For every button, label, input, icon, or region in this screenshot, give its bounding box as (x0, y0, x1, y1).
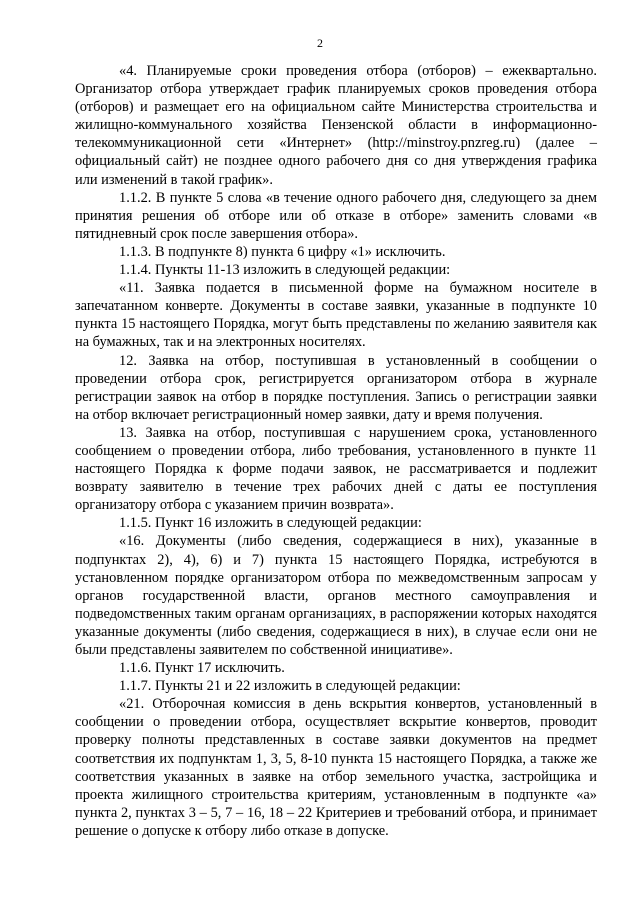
paragraph-item-11: «11. Заявка подается в письменной форме на бумажном носителе в запечатанном конверте. Документы в составе заявки, указанные в подпункте 10 пункта 15 настоящего Порядка, могут быть представлены по желанию заявителя как на бумажных, так и на электронных носителях. (75, 280, 597, 351)
paragraph-item-13: 13. Заявка на отбор, поступившая с нарушением срока, установленного сообщением о проведении отбора, либо требования, установленного в пункте 11 настоящего Порядка к форме подачи заявок, не рассматривается и подлежит возврату заявителю в течение трех рабочих дней с даты ее поступления организатору отбора с указанием причин возврата». (75, 424, 597, 514)
paragraph-1-1-4: 1.1.4. Пункты 11-13 изложить в следующей редакции: (119, 262, 451, 279)
paragraph-item-16: «16. Документы (либо сведения, содержащиеся в них), указанные в подпунктах 2), 4), 6) и 7) пункта 15 настоящего Порядка, истребуются в установленном порядке организатором отбора по межведомственным запросам у органов государственной власти, органов местного самоуправления и подведомственных таким органам организациях, в распоряжении которых находятся указанные документы (либо сведения, содержащиеся в них), в случае если они не были представлены заявителем по собственной инициативе». (75, 533, 597, 658)
page-number: 2 (317, 36, 323, 50)
paragraph-item-12: 12. Заявка на отбор, поступившая в установленный в сообщении о проведении отбора срок, регистрируется организатором отбора в журнале регистрации заявок на отбор в порядке поступления. Запись о регистрации заявки на отбор включает регистрационный номер заявки, дату и время получения. (75, 352, 597, 423)
paragraph-1-1-2: 1.1.2. В пункте 5 слова «в течение одного рабочего дня, следующего за днем принятия решения об отборе или об отказе в отборе» заменить словами «в пятидневный срок после завершения отбора». (75, 189, 597, 242)
paragraph-1-1-7: 1.1.7. Пункты 21 и 22 изложить в следующей редакции: (119, 678, 461, 695)
document-body (75, 62, 597, 840)
paragraph-1-1-3: 1.1.3. В подпункте 8) пункта 6 цифру «1» исключить. (119, 243, 446, 260)
paragraph-item-4: «4. Планируемые сроки проведения отбора (отборов) – ежеквартально. Организатор отбора утверждает график планируемых сроков проведения отбора (отборов) и размещает его на официальном сайте Министерства строительства и жилищно-коммунального хозяйства Пензенской области в информационно-телекоммуникационной сети «Интернет» (http://minstroy.pnzreg.ru) (далее – официальный сайт) не позднее одного рабочего дня со дня утверждения графика или изменений в такой график». (75, 63, 597, 188)
paragraph-1-1-5: 1.1.5. Пункт 16 изложить в следующей редакции: (119, 515, 422, 532)
paragraph-1-1-6: 1.1.6. Пункт 17 исключить. (119, 660, 285, 677)
paragraph-item-21: «21. Отборочная комиссия в день вскрытия конвертов, установленный в сообщении о проведении отбора, осуществляет вскрытие конвертов, проводит проверку полноты представленных в составе заявки документов на предмет соответствия их подпунктам 1, 3, 5, 8-10 пункта 15 настоящего Порядка, а также же соответствия указанных в заявке на отбор земельного участка, застройщика и проекта жилищного строительства критериям, установленным в подпункте «а» пункта 2, пунктах 3 – 5, 7 – 16, 18 – 22 Критериев и требований отбора, и принимает решение о допуске к отбору либо отказе в допуске. (75, 696, 597, 839)
